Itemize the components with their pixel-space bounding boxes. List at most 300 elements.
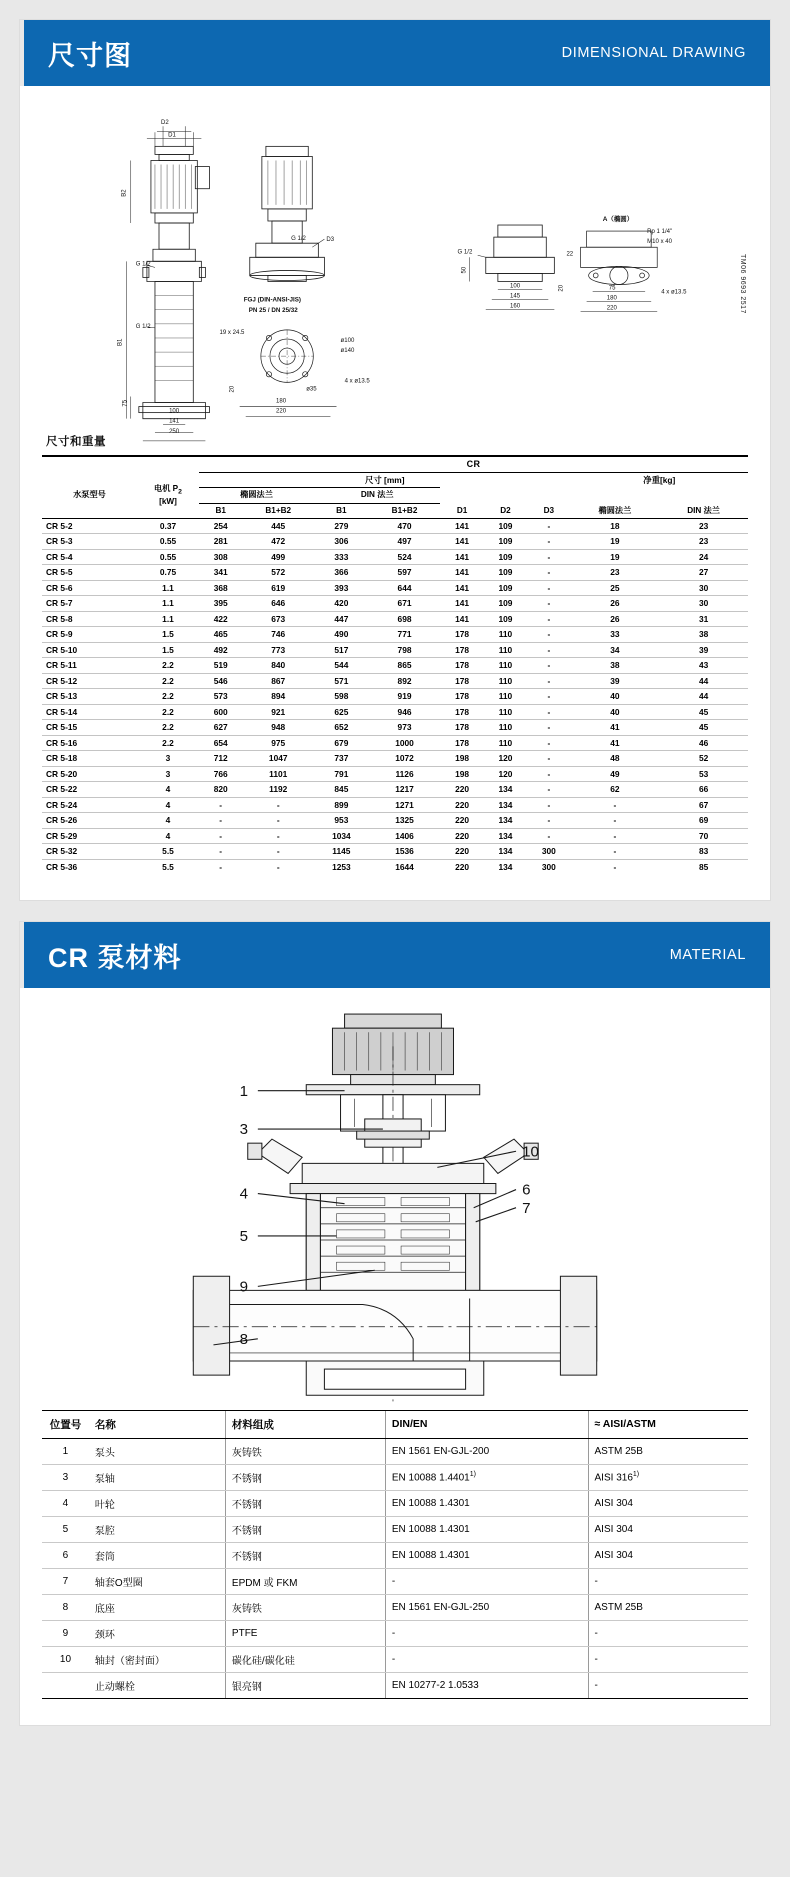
cell-value: 4 bbox=[137, 797, 199, 813]
cell-pump-model: CR 5-13 bbox=[42, 689, 137, 705]
cell-value: 120 bbox=[484, 766, 527, 782]
svg-text:180: 180 bbox=[275, 398, 287, 405]
cell-aisi-astm: AISI 316$^{1)}$ bbox=[588, 1464, 748, 1490]
cell-pump-model: CR 5-12 bbox=[42, 673, 137, 689]
svg-text:B2: B2 bbox=[121, 189, 128, 197]
cell-pump-model: CR 5-8 bbox=[42, 611, 137, 627]
cell-din-en: - bbox=[385, 1568, 588, 1594]
cell-value: - bbox=[199, 797, 242, 813]
cell-part-name: 颈环 bbox=[89, 1620, 226, 1646]
cell-value: 598 bbox=[314, 689, 369, 705]
cell-value: 1047 bbox=[242, 751, 314, 767]
dimensional-drawing-svg bbox=[42, 104, 748, 435]
cell-value: 472 bbox=[242, 534, 314, 550]
cell-value: 1192 bbox=[242, 782, 314, 798]
cell-value: - bbox=[571, 844, 660, 860]
pump-cross-section-drawing bbox=[42, 1006, 748, 1409]
table-row bbox=[42, 1620, 748, 1646]
cell-value: 141 bbox=[440, 549, 483, 565]
cell-part-name: 套筒 bbox=[89, 1542, 226, 1568]
cell-composition: 不锈钢 bbox=[225, 1516, 385, 1542]
cell-value: 546 bbox=[199, 673, 242, 689]
svg-text:6: 6 bbox=[522, 1182, 531, 1200]
cell-value: 178 bbox=[440, 642, 483, 658]
cell-part-name: 叶轮 bbox=[89, 1490, 226, 1516]
cell-value: 83 bbox=[659, 844, 748, 860]
cell-value: 27 bbox=[659, 565, 748, 581]
cell-aisi-astm: - bbox=[588, 1620, 748, 1646]
cell-value: 48 bbox=[571, 751, 660, 767]
cell-value: - bbox=[242, 844, 314, 860]
cell-pump-model: CR 5-14 bbox=[42, 704, 137, 720]
section-dimensional-drawing bbox=[20, 20, 770, 900]
cell-value: 1217 bbox=[369, 782, 441, 798]
table-row bbox=[42, 720, 748, 736]
cell-value: 141 bbox=[440, 611, 483, 627]
table-row bbox=[42, 735, 748, 751]
cell-value: 41 bbox=[571, 735, 660, 751]
svg-text:220: 220 bbox=[606, 305, 617, 312]
svg-text:G 1/2: G 1/2 bbox=[135, 261, 151, 268]
cell-value: 470 bbox=[369, 518, 441, 534]
cell-aisi-astm: - bbox=[588, 1646, 748, 1672]
table-row bbox=[42, 813, 748, 829]
cell-value: 673 bbox=[242, 611, 314, 627]
cell-aisi-astm: AISI 304 bbox=[588, 1490, 748, 1516]
cell-value: 109 bbox=[484, 611, 527, 627]
cell-din-en: EN 10088 1.4301 bbox=[385, 1516, 588, 1542]
section-material bbox=[20, 922, 770, 1724]
cell-value: 66 bbox=[659, 782, 748, 798]
table-row bbox=[42, 1594, 748, 1620]
cell-value: 109 bbox=[484, 549, 527, 565]
cell-value: - bbox=[527, 689, 570, 705]
materials-header-row bbox=[42, 1410, 748, 1438]
materials-table bbox=[42, 1410, 748, 1699]
cell-value: 1325 bbox=[369, 813, 441, 829]
cell-value: 0.55 bbox=[137, 534, 199, 550]
cell-value: 134 bbox=[484, 844, 527, 860]
dimensions-weights-table bbox=[42, 455, 748, 875]
svg-text:75: 75 bbox=[122, 399, 129, 407]
cell-composition: 银亮钢 bbox=[225, 1672, 385, 1698]
cell-value: 0.75 bbox=[137, 565, 199, 581]
cell-value: 2.2 bbox=[137, 704, 199, 720]
cell-value: 178 bbox=[440, 735, 483, 751]
svg-text:20: 20 bbox=[229, 385, 236, 393]
cell-value: 26 bbox=[571, 611, 660, 627]
cell-position bbox=[42, 1672, 89, 1698]
cell-value: 254 bbox=[199, 518, 242, 534]
cell-composition: 灰铸铁 bbox=[225, 1594, 385, 1620]
cell-value: 712 bbox=[199, 751, 242, 767]
cell-value: 1644 bbox=[369, 859, 441, 874]
cell-value: 366 bbox=[314, 565, 369, 581]
dimensional-drawing bbox=[42, 104, 748, 435]
header-din-b1b2: B1+B2 bbox=[369, 503, 441, 518]
cell-value: 791 bbox=[314, 766, 369, 782]
cell-value: 499 bbox=[242, 549, 314, 565]
header-din-flange: DIN 法兰 bbox=[314, 488, 440, 503]
cell-value: 178 bbox=[440, 673, 483, 689]
cell-value: 141 bbox=[440, 580, 483, 596]
svg-text:4 x ø13.5: 4 x ø13.5 bbox=[661, 289, 687, 296]
cell-aisi-astm: - bbox=[588, 1672, 748, 1698]
cell-value: 619 bbox=[242, 580, 314, 596]
header-motor-label: 电机 P bbox=[154, 483, 179, 493]
cell-value: 306 bbox=[314, 534, 369, 550]
cell-value: 519 bbox=[199, 658, 242, 674]
svg-text:9: 9 bbox=[239, 1278, 249, 1296]
svg-text:7: 7 bbox=[522, 1200, 531, 1218]
cell-composition: 不锈钢 bbox=[225, 1490, 385, 1516]
cell-value: 600 bbox=[199, 704, 242, 720]
cell-value: 899 bbox=[314, 797, 369, 813]
svg-text:Rp 1 1/4": Rp 1 1/4" bbox=[647, 229, 673, 236]
svg-text:180: 180 bbox=[606, 295, 617, 302]
cell-value: 773 bbox=[242, 642, 314, 658]
cell-value: 953 bbox=[314, 813, 369, 829]
cell-value: - bbox=[527, 534, 570, 550]
cell-value: 644 bbox=[369, 580, 441, 596]
cell-value: 120 bbox=[484, 751, 527, 767]
cell-value: - bbox=[199, 813, 242, 829]
cell-value: - bbox=[527, 565, 570, 581]
cell-value: 1000 bbox=[369, 735, 441, 751]
cell-value: 892 bbox=[369, 673, 441, 689]
table-row bbox=[42, 844, 748, 860]
table-row bbox=[42, 828, 748, 844]
cell-value: 1536 bbox=[369, 844, 441, 860]
cell-value: - bbox=[527, 627, 570, 643]
cell-din-en: EN 10088 1.4301 bbox=[385, 1490, 588, 1516]
cell-value: 497 bbox=[369, 534, 441, 550]
cell-value: 946 bbox=[369, 704, 441, 720]
footnote-marker: 1) bbox=[469, 1471, 476, 1479]
header-weight-oval: 橢圆法兰 bbox=[598, 505, 632, 515]
header-cr: CR bbox=[199, 456, 748, 473]
cell-value: 737 bbox=[314, 751, 369, 767]
table-row bbox=[42, 1464, 748, 1490]
cell-aisi-astm: AISI 304 bbox=[588, 1542, 748, 1568]
svg-text:10: 10 bbox=[522, 1143, 539, 1161]
header-model: 水泵型号 bbox=[73, 490, 106, 500]
svg-text:22: 22 bbox=[566, 251, 574, 258]
cell-part-name: 泵腔 bbox=[89, 1516, 226, 1542]
cell-value: 46 bbox=[659, 735, 748, 751]
cell-value: 110 bbox=[484, 673, 527, 689]
cell-value: 865 bbox=[369, 658, 441, 674]
cell-value: 572 bbox=[242, 565, 314, 581]
cell-value: 38 bbox=[571, 658, 660, 674]
svg-text:G 1/2: G 1/2 bbox=[135, 323, 151, 330]
cell-value: 110 bbox=[484, 627, 527, 643]
cell-value: - bbox=[527, 751, 570, 767]
svg-text:D1: D1 bbox=[168, 132, 176, 139]
table-row bbox=[42, 704, 748, 720]
cell-value: - bbox=[199, 828, 242, 844]
cell-composition: EPDM 或 FKM bbox=[225, 1568, 385, 1594]
cell-value: 279 bbox=[314, 518, 369, 534]
svg-text:G 1/2: G 1/2 bbox=[457, 249, 473, 256]
cell-value: 4 bbox=[137, 828, 199, 844]
footnote-marker: 1) bbox=[632, 1471, 640, 1479]
cell-value: 178 bbox=[440, 689, 483, 705]
cell-value: 597 bbox=[369, 565, 441, 581]
cell-value: 53 bbox=[659, 766, 748, 782]
cell-value: 2.2 bbox=[137, 720, 199, 736]
header-row-groups bbox=[42, 472, 748, 488]
cell-pump-model: CR 5-10 bbox=[42, 642, 137, 658]
cell-value: 654 bbox=[199, 735, 242, 751]
table-row bbox=[42, 565, 748, 581]
cell-value: 30 bbox=[659, 596, 748, 612]
table-row bbox=[42, 658, 748, 674]
cell-value: 26 bbox=[571, 596, 660, 612]
cell-value: 393 bbox=[314, 580, 369, 596]
svg-text:D2: D2 bbox=[161, 120, 169, 127]
materials-header-aisi: ≈ AISI/ASTM bbox=[588, 1410, 748, 1438]
cell-value: 85 bbox=[659, 859, 748, 874]
cell-value: 5.5 bbox=[137, 844, 199, 860]
cell-value: 220 bbox=[440, 813, 483, 829]
header-weight-din: DIN 法兰 bbox=[687, 505, 720, 515]
header-d2: D2 bbox=[500, 505, 511, 515]
cell-value: 973 bbox=[369, 720, 441, 736]
cell-value: 308 bbox=[199, 549, 242, 565]
dimensional-body bbox=[20, 86, 770, 900]
cell-value: - bbox=[527, 658, 570, 674]
header-oval-flange: 橢圆法兰 bbox=[199, 488, 314, 503]
cell-value: 445 bbox=[242, 518, 314, 534]
cell-value: 4 bbox=[137, 782, 199, 798]
svg-text:20: 20 bbox=[558, 284, 565, 292]
cell-value: 975 bbox=[242, 735, 314, 751]
cell-value: 3 bbox=[137, 766, 199, 782]
svg-text:ø35: ø35 bbox=[306, 386, 317, 393]
materials-table-head bbox=[42, 1410, 748, 1438]
cell-value: 465 bbox=[199, 627, 242, 643]
cell-value: 1.1 bbox=[137, 580, 199, 596]
section-title-en-material: MATERIAL bbox=[669, 947, 746, 964]
table-row bbox=[42, 534, 748, 550]
cell-value: 820 bbox=[199, 782, 242, 798]
cell-value: 2.2 bbox=[137, 689, 199, 705]
cell-pump-model: CR 5-36 bbox=[42, 859, 137, 874]
table-row bbox=[42, 1568, 748, 1594]
cell-value: 766 bbox=[199, 766, 242, 782]
cell-value: 69 bbox=[659, 813, 748, 829]
table-row bbox=[42, 859, 748, 874]
cell-value: 31 bbox=[659, 611, 748, 627]
cell-value: 43 bbox=[659, 658, 748, 674]
cell-value: 625 bbox=[314, 704, 369, 720]
cell-value: 110 bbox=[484, 658, 527, 674]
cell-value: - bbox=[571, 797, 660, 813]
cell-pump-model: CR 5-9 bbox=[42, 627, 137, 643]
cell-value: 44 bbox=[659, 673, 748, 689]
svg-text:8: 8 bbox=[239, 1331, 249, 1349]
cell-value: - bbox=[527, 673, 570, 689]
svg-text:100: 100 bbox=[169, 408, 180, 415]
cell-value: 2.2 bbox=[137, 658, 199, 674]
material-body bbox=[20, 988, 770, 1724]
cell-value: 109 bbox=[484, 534, 527, 550]
cell-value: 2.2 bbox=[137, 735, 199, 751]
cell-value: 23 bbox=[659, 518, 748, 534]
table-row bbox=[42, 1646, 748, 1672]
cell-value: 134 bbox=[484, 782, 527, 798]
svg-text:19 x 24.5: 19 x 24.5 bbox=[219, 329, 245, 336]
cell-value: 919 bbox=[369, 689, 441, 705]
cell-value: 23 bbox=[571, 565, 660, 581]
svg-text:M10 x 40: M10 x 40 bbox=[647, 239, 673, 246]
cell-value: 220 bbox=[440, 859, 483, 874]
cell-value: 447 bbox=[314, 611, 369, 627]
cell-pump-model: CR 5-16 bbox=[42, 735, 137, 751]
svg-text:A（橢圆）: A（橢圆） bbox=[602, 215, 634, 223]
cell-value: 4 bbox=[137, 813, 199, 829]
cell-value: 141 bbox=[440, 596, 483, 612]
header-d1: D1 bbox=[456, 505, 468, 515]
materials-header-composition: 材料组成 bbox=[225, 1410, 385, 1438]
svg-text:75: 75 bbox=[608, 285, 616, 292]
header-dimensions: 尺寸 [mm] bbox=[199, 472, 571, 488]
cell-value: 679 bbox=[314, 735, 369, 751]
materials-table-body bbox=[42, 1438, 748, 1698]
cell-value: - bbox=[527, 642, 570, 658]
cell-value: 134 bbox=[484, 797, 527, 813]
cell-value: 2.2 bbox=[137, 673, 199, 689]
cell-value: - bbox=[199, 844, 242, 860]
cell-value: 110 bbox=[484, 689, 527, 705]
cell-value: - bbox=[527, 828, 570, 844]
header-oval-b1b2: B1+B2 bbox=[242, 503, 314, 518]
cell-composition: 灰铸铁 bbox=[225, 1438, 385, 1464]
svg-text:145: 145 bbox=[509, 293, 521, 300]
svg-text:5: 5 bbox=[239, 1228, 249, 1246]
cell-value: 1.5 bbox=[137, 627, 199, 643]
cell-value: 30 bbox=[659, 580, 748, 596]
cell-aisi-astm: - bbox=[588, 1568, 748, 1594]
cell-value: 1145 bbox=[314, 844, 369, 860]
cell-value: 3 bbox=[137, 751, 199, 767]
cell-pump-model: CR 5-3 bbox=[42, 534, 137, 550]
cell-value: 220 bbox=[440, 828, 483, 844]
header-motor bbox=[137, 472, 199, 518]
cell-value: 33 bbox=[571, 627, 660, 643]
cell-position: 3 bbox=[42, 1464, 89, 1490]
section-title-cn-material: CR 泵材料 bbox=[48, 942, 182, 973]
cell-pump-model: CR 5-6 bbox=[42, 580, 137, 596]
cell-value: 1034 bbox=[314, 828, 369, 844]
header-oval-b1: B1 bbox=[199, 503, 242, 518]
cell-value: 45 bbox=[659, 704, 748, 720]
materials-header-name: 名称 bbox=[89, 1410, 226, 1438]
cell-value: 1.5 bbox=[137, 642, 199, 658]
cell-value: 18 bbox=[571, 518, 660, 534]
table-row bbox=[42, 1542, 748, 1568]
cell-value: 646 bbox=[242, 596, 314, 612]
cell-value: 141 bbox=[440, 565, 483, 581]
cell-value: 134 bbox=[484, 859, 527, 874]
svg-text:4: 4 bbox=[239, 1186, 249, 1204]
table-row bbox=[42, 1672, 748, 1698]
cell-aisi-astm: ASTM 25B bbox=[588, 1594, 748, 1620]
cell-value: 771 bbox=[369, 627, 441, 643]
svg-text:220: 220 bbox=[275, 408, 287, 415]
cell-value: 141 bbox=[440, 518, 483, 534]
cell-value: 1.1 bbox=[137, 596, 199, 612]
cell-value: 894 bbox=[242, 689, 314, 705]
cell-position: 7 bbox=[42, 1568, 89, 1594]
cell-value: - bbox=[527, 782, 570, 798]
table-row bbox=[42, 1438, 748, 1464]
svg-text:50: 50 bbox=[461, 266, 468, 274]
cell-value: - bbox=[527, 766, 570, 782]
cell-din-en: EN 1561 EN-GJL-250 bbox=[385, 1594, 588, 1620]
cell-value: 220 bbox=[440, 782, 483, 798]
cell-pump-model: CR 5-20 bbox=[42, 766, 137, 782]
cell-value: - bbox=[527, 813, 570, 829]
cell-aisi-astm: AISI 304 bbox=[588, 1516, 748, 1542]
cell-value: 1.1 bbox=[137, 611, 199, 627]
cell-value: - bbox=[571, 828, 660, 844]
cell-value: 110 bbox=[484, 642, 527, 658]
cell-din-en: EN 10088 1.4401$^{1)}$ bbox=[385, 1464, 588, 1490]
cell-value: 110 bbox=[484, 704, 527, 720]
cell-value: 0.55 bbox=[137, 549, 199, 565]
svg-text:PN 25 / DN 25/32: PN 25 / DN 25/32 bbox=[248, 306, 298, 314]
cell-value: 1072 bbox=[369, 751, 441, 767]
cell-value: 867 bbox=[242, 673, 314, 689]
cell-value: - bbox=[527, 596, 570, 612]
cell-value: 652 bbox=[314, 720, 369, 736]
cell-value: - bbox=[527, 549, 570, 565]
cell-value: 571 bbox=[314, 673, 369, 689]
table-row bbox=[42, 797, 748, 813]
cell-value: - bbox=[527, 720, 570, 736]
dimensions-table-head bbox=[42, 456, 748, 519]
cell-din-en: - bbox=[385, 1620, 588, 1646]
svg-text:FGJ (DIN-ANSI-JIS): FGJ (DIN-ANSI-JIS) bbox=[243, 296, 302, 304]
materials-header-din: DIN/EN bbox=[385, 1410, 588, 1438]
cell-part-name: 轴封（密封面） bbox=[89, 1646, 226, 1672]
cell-pump-model: CR 5-11 bbox=[42, 658, 137, 674]
cell-value: 34 bbox=[571, 642, 660, 658]
cell-value: - bbox=[527, 735, 570, 751]
cell-composition: 不锈钢 bbox=[225, 1464, 385, 1490]
cell-value: 41 bbox=[571, 720, 660, 736]
cell-value: - bbox=[242, 828, 314, 844]
cell-value: - bbox=[242, 797, 314, 813]
cell-value: 109 bbox=[484, 518, 527, 534]
pump-cross-section-svg bbox=[42, 1006, 748, 1409]
cell-part-name: 止动螺栓 bbox=[89, 1672, 226, 1698]
cell-value: 24 bbox=[659, 549, 748, 565]
table-row bbox=[42, 751, 748, 767]
cell-pump-model: CR 5-18 bbox=[42, 751, 137, 767]
cell-value: 109 bbox=[484, 580, 527, 596]
cell-value: - bbox=[527, 518, 570, 534]
svg-text:1: 1 bbox=[239, 1083, 249, 1101]
section-title-en: DIMENSIONAL DRAWING bbox=[561, 45, 746, 61]
cell-value: 220 bbox=[440, 844, 483, 860]
cell-din-en: - bbox=[385, 1646, 588, 1672]
table-row bbox=[42, 518, 748, 534]
cell-value: - bbox=[527, 704, 570, 720]
cell-value: 110 bbox=[484, 735, 527, 751]
